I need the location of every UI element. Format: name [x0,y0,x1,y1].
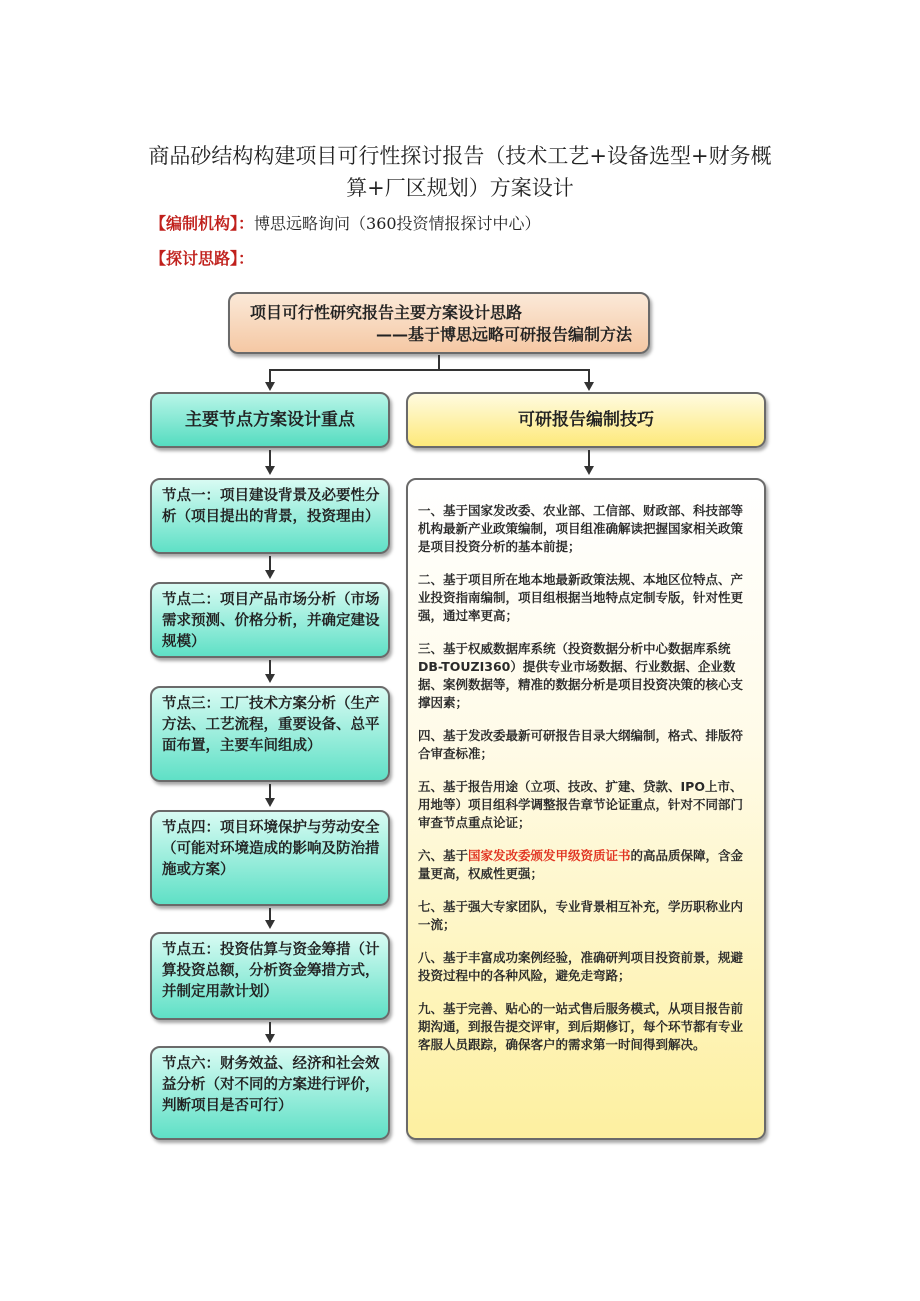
org-label: 【编制机构】： [150,214,255,233]
skill6-prefix: 六、基于 [418,848,469,863]
arrow-down-icon [265,570,275,579]
skill-item: 三、基于权威数据库系统（投资数据分析中心数据库系统DB-TOUZI360）提供专业市场数据、行业数据、企业数据、案例数据等，精准的数据分析是项目投资决策的核心支撑因素； [418,641,744,710]
arrow-down-icon [584,466,594,475]
node-6-box: 节点六：财务效益、经济和社会效益分析（对不同的方案进行评价，判断项目是否可行） [150,1046,390,1140]
skill-item: 七、基于强大专家团队，专业背景相互补充，学历职称业内一流； [418,899,744,932]
arrow-down-icon [265,920,275,929]
skill-item: 四、基于发改委最新可研报告目录大纲编制，格式、排版符合审查标准； [418,728,744,761]
org-value: 博思远略询问（360投资情报探讨中心） [254,214,541,233]
flowchart-top-title-box [228,292,650,354]
node-4-box: 节点四：项目环境保护与劳动安全（可能对环境造成的影响及防治措施或方案） [150,810,390,906]
skill-item-6 [418,847,754,883]
node-2-box: 节点二：项目产品市场分析（市场需求预测、价格分析，并确定建设规模） [150,582,390,658]
skill6-highlight: 国家发改委颁发甲级资质证书 [468,848,631,863]
skill-item: 八、基于丰富成功案例经验，准确研判项目投资前景，规避投资过程中的各种风险，避免走弯路； [418,950,744,983]
top-title-line1: 项目可行性研究报告主要方案设计思路 [250,303,523,322]
skill-item: 一、基于国家发改委、农业部、工信部、财政部、科技部等机构最新产业政策编制，项目组准确解读把握国家相关政策是项目投资分析的基本前提； [418,503,744,554]
connector-line [269,369,590,371]
right-header-box: 可研报告编制技巧 [406,392,766,448]
top-title-line2: ——基于博思远略可研报告编制方法 [375,325,632,344]
skill-item: 二、基于项目所在地本地最新政策法规、本地区位特点、产业投资指南编制，项目组根据当地特点定制专版，针对性更强，通过率更高； [418,572,744,623]
skills-box [406,478,766,1140]
arrow-down-icon [265,798,275,807]
arrow-down-icon [265,382,275,391]
node-5-box: 节点五：投资估算与资金筹措（计算投资总额，分析资金筹措方式，并制定用款计划） [150,932,390,1020]
arrow-down-icon [584,382,594,391]
left-header-box: 主要节点方案设计重点 [150,392,390,448]
arrow-down-icon [265,674,275,683]
connector-line [438,355,440,369]
idea-label: 【探讨思路】： [150,249,255,268]
connector-line [588,369,590,383]
skill-item: 九、基于完善、贴心的一站式售后服务模式，从项目报告前期沟通，到报告提交评审，到后期修订，每个环节都有专业客服人员跟踪，确保客户的需求第一时间得到解决。 [418,1001,744,1052]
arrow-down-icon [265,1034,275,1043]
arrow-down-icon [265,466,275,475]
skill6-suffix: 的高品质保障，含金量更高，权威性更强； [418,848,744,881]
node-1-box: 节点一：项目建设背景及必要性分析（项目提出的背景，投资理由） [150,478,390,554]
node-3-box: 节点三：工厂技术方案分析（生产方法、工艺流程，重要设备、总平面布置，主要车间组成） [150,686,390,782]
document-title: 商品砂结构构建项目可行性探讨报告（技术工艺+设备选型+财务概算+厂区规划）方案设计 [148,144,772,200]
skill-item: 五、基于报告用途（立项、技改、扩建、贷款、IPO上市、用地等）项目组科学调整报告章节论证重点，针对不同部门审查节点重点论证； [418,779,744,830]
connector-line [269,369,271,383]
